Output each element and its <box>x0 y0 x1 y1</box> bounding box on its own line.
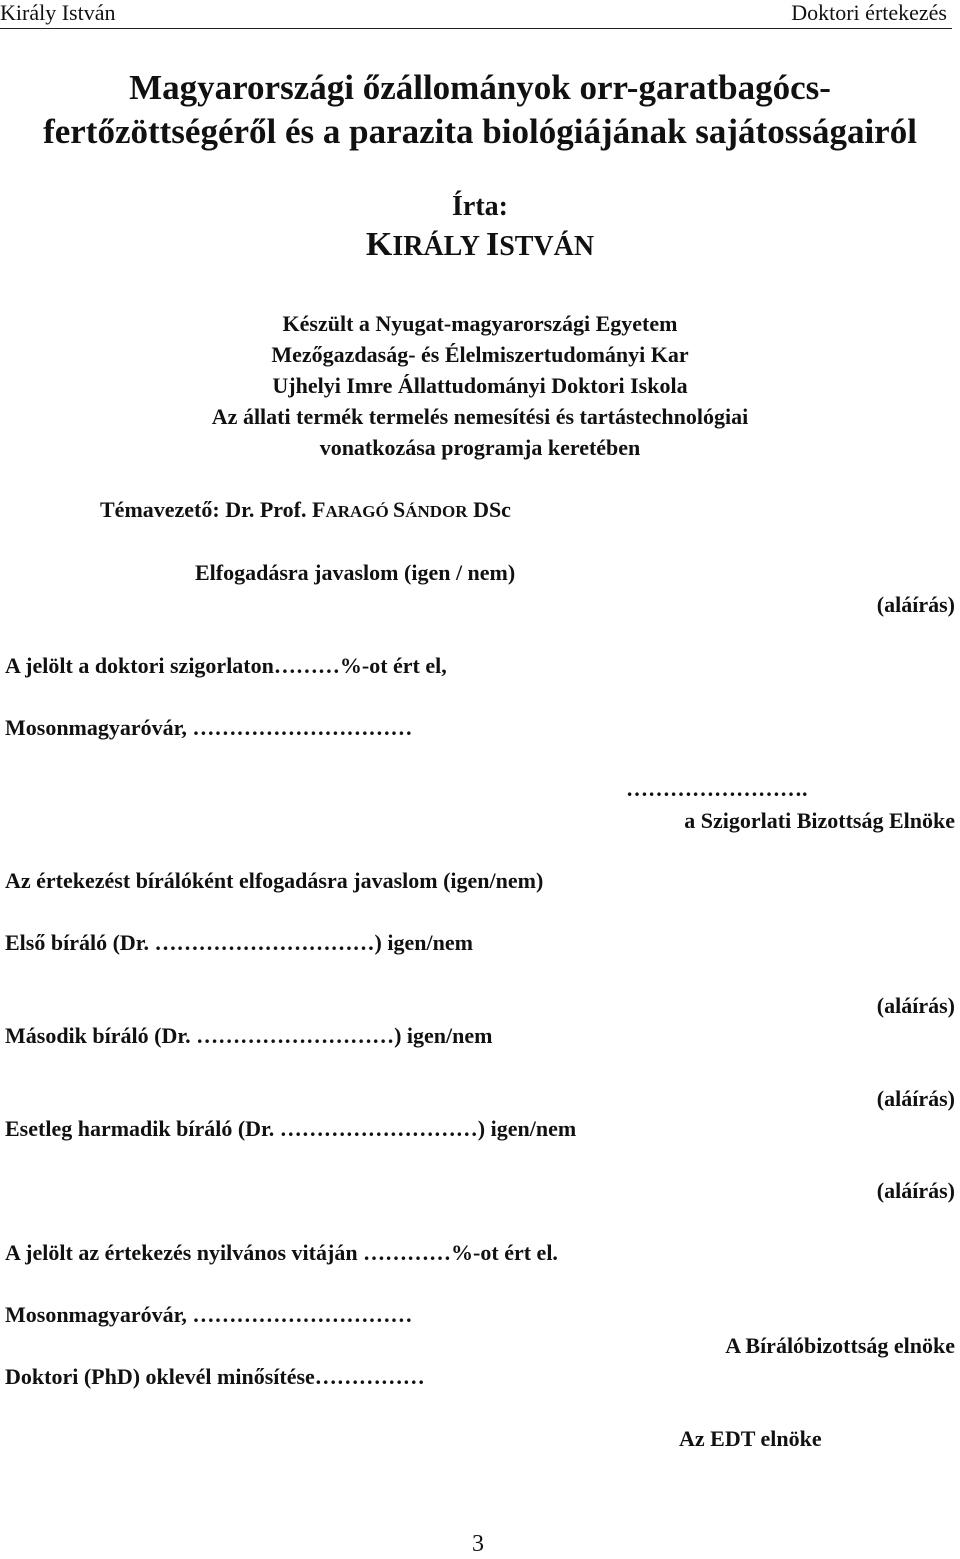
title-line-2: fertőzöttségéről és a parazita biológiájának sajátosságairól <box>43 112 917 151</box>
title-line-1: Magyarországi őzállományok orr-garatbagócs- <box>129 68 831 107</box>
signature-reviewer-2: (aláírás) <box>876 1086 955 1111</box>
author-first-initial: K <box>365 226 393 263</box>
committee-signature-dots: ……………………. <box>626 776 808 801</box>
header-divider <box>0 28 952 29</box>
exam-result: A jelölt a doktori szigorlaton………%-ot ért el, <box>5 653 447 678</box>
institution-line-5: vonatkozása programja keretében <box>319 435 641 460</box>
committee-chair-label: a Szigorlati Bizottság Elnöke <box>684 808 955 833</box>
supervisor-prefix: Témavezető: Dr. Prof. <box>100 497 312 522</box>
edt-chair-label: Az EDT elnöke <box>679 1426 822 1451</box>
institution-line-1: Készült a Nyugat-magyarországi Egyetem <box>282 311 678 336</box>
page-number: 3 <box>472 1531 484 1557</box>
reviewer-1: Első bíráló (Dr. …………………………) igen/nem <box>5 930 473 955</box>
signature-reviewer-3: (aláírás) <box>876 1178 955 1203</box>
institution-line-4: Az állati termék termelés nemesítési és tartástechnológiai <box>211 404 749 429</box>
author-label: Írta: <box>452 191 508 222</box>
reviewer-intro: Az értekezést bírálóként elfogadásra javaslom (igen/nem) <box>5 868 544 893</box>
acceptance-proposal: Elfogadásra javaslom (igen / nem) <box>195 560 516 585</box>
supervisor <box>100 497 511 523</box>
author-last-initial: I <box>485 226 500 263</box>
signature-reviewer-1: (aláírás) <box>876 993 955 1018</box>
defense-result: A jelölt az értekezés nyilvános vitáján …………%-ot ért el. <box>5 1240 558 1265</box>
header-author: Király István <box>0 0 116 25</box>
supervisor-surname-rest: ARAGÓ <box>325 502 389 521</box>
supervisor-suffix: DSc <box>467 497 511 522</box>
institution-line-2: Mezőgazdaság- és Élelmiszertudományi Kar <box>271 342 689 367</box>
place-date-1: Mosonmagyaróvár, ………………………… <box>5 715 413 740</box>
author-first-rest: IRÁLY <box>392 231 479 262</box>
supervisor-surname-initial: F <box>311 497 326 522</box>
supervisor-given-rest: ÁNDOR <box>405 502 468 521</box>
signature-supervisor: (aláírás) <box>876 592 955 617</box>
author-last-rest: STVÁN <box>499 231 595 262</box>
institution-line-3: Ujhelyi Imre Állattudományi Doktori Iskola <box>272 373 688 398</box>
board-chair-label: A Bírálóbizottság elnöke <box>725 1333 955 1358</box>
phd-qualification: Doktori (PhD) oklevél minősítése…………… <box>5 1364 425 1389</box>
place-date-2: Mosonmagyaróvár, ………………………… <box>5 1302 413 1327</box>
author-name <box>0 226 960 264</box>
reviewer-3: Esetleg harmadik bíráló (Dr. ………………………) igen/nem <box>5 1116 577 1141</box>
supervisor-given-initial: S <box>392 497 406 522</box>
header-doc-type: Doktori értekezés <box>791 0 947 25</box>
reviewer-2: Második bíráló (Dr. ………………………) igen/nem <box>5 1023 493 1048</box>
supervisor-surname <box>311 497 468 522</box>
